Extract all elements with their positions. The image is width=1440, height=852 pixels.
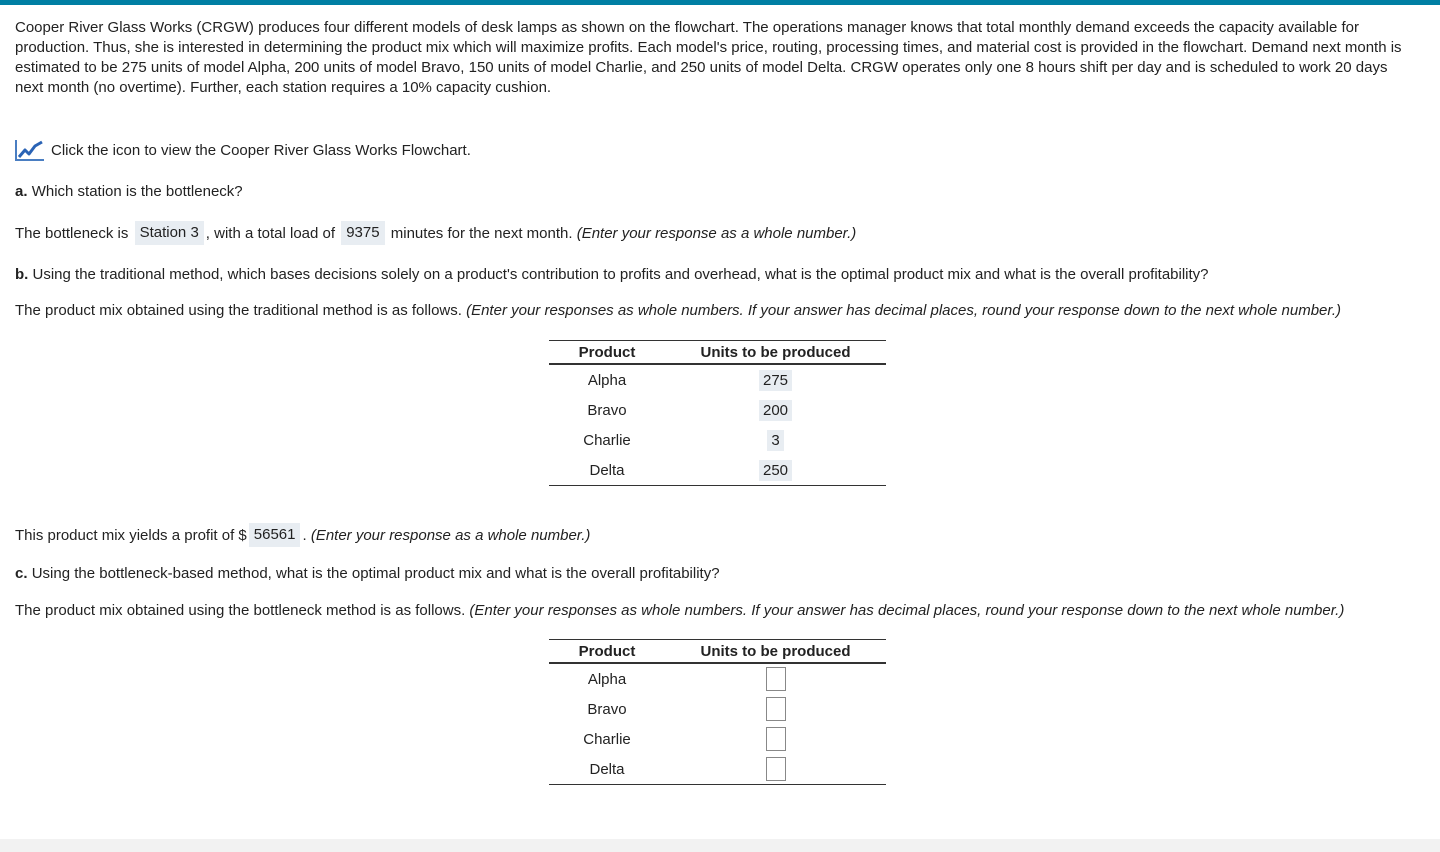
profit-line <box>15 523 590 547</box>
units-cell <box>665 754 886 785</box>
table-header-units: Units to be produced <box>665 640 886 664</box>
bottleneck-station-answer[interactable]: Station 3 <box>135 221 204 245</box>
table-header-product: Product <box>549 640 665 664</box>
part-b-question <box>15 265 1209 285</box>
bottleneck-post: minutes for the next month. <box>390 224 573 242</box>
total-load-answer[interactable]: 9375 <box>341 221 384 245</box>
table-header-product: Product <box>549 341 665 365</box>
product-cell: Alpha <box>587 670 627 688</box>
units-cell <box>665 455 886 486</box>
part-c-description <box>15 601 1355 621</box>
table-header-units: Units to be produced <box>665 341 886 365</box>
units-cell <box>665 724 886 754</box>
intro-text: Cooper River Glass Works (CRGW) produces four different models of desk lamps as shown on the flowchart. The operations manager knows that total monthly demand exceeds the capacity available for production. Thus, she is interested in determining the product mix which will maximize profits. Each model's price, routing, processing times, and material cost is provided in the flowchart. Demand next month is estimated to be 275 units of model Alpha, 200 units of model Bravo, 150 units of model Charlie, and 250 units of model Delta. CRGW operates only one 8 hours shift per day and is scheduled to work 20 days next month (no overtime). Further, each station requires a 10% capacity cushion. <box>15 19 1402 96</box>
table-row <box>549 663 886 694</box>
product-cell: Alpha <box>587 371 627 389</box>
part-a-hint: (Enter your response as a whole number.) <box>576 224 857 242</box>
units-cell <box>665 425 886 455</box>
product-cell: Charlie <box>583 431 631 449</box>
bottleneck-mid: , with a total load of <box>205 224 336 242</box>
part-c-question-text: Using the bottleneck-based method, what is the optimal product mix and what is the overall profitability? <box>31 565 720 582</box>
part-b-hint: (Enter your responses as whole numbers. If your answer has decimal places, round your response down to the next whole number.) <box>466 302 1341 319</box>
units-cell <box>665 663 886 694</box>
product-cell: Delta <box>549 455 665 486</box>
part-c-desc-text: The product mix obtained using the bottleneck method is as follows. <box>15 602 466 619</box>
part-c-question <box>15 564 720 584</box>
part-b-description <box>15 301 1355 321</box>
table-row <box>549 395 886 425</box>
product-cell: Charlie <box>583 730 631 748</box>
part-a-question-text: Which station is the bottleneck? <box>31 183 243 200</box>
units-cell <box>665 395 886 425</box>
profit-pre: This product mix yields a profit of $ <box>15 526 247 544</box>
table-row <box>549 425 886 455</box>
part-c-hint: (Enter your responses as whole numbers. If your answer has decimal places, round your response down to the next whole number.) <box>469 602 1345 619</box>
bottleneck-mix-table <box>549 639 886 785</box>
part-a-question <box>15 182 243 202</box>
chart-icon[interactable] <box>15 138 45 162</box>
table-row <box>549 754 886 785</box>
table-row <box>549 694 886 724</box>
units-cell <box>665 694 886 724</box>
units-input-delta[interactable] <box>766 757 786 781</box>
flowchart-link-text[interactable]: Click the icon to view the Cooper River Glass Works Flowchart. <box>51 141 471 159</box>
part-c-label: c. <box>15 565 28 582</box>
units-answer-alpha[interactable]: 275 <box>759 370 792 391</box>
question-content <box>15 18 1415 778</box>
product-cell: Delta <box>549 754 665 785</box>
part-b-label: b. <box>15 266 29 283</box>
part-a-answer-line <box>15 221 856 245</box>
profit-answer[interactable]: 56561 <box>249 523 301 547</box>
profit-hint: (Enter your response as a whole number.) <box>310 526 591 544</box>
units-answer-charlie[interactable]: 3 <box>767 430 783 451</box>
units-answer-delta[interactable]: 250 <box>759 460 792 481</box>
units-input-bravo[interactable] <box>766 697 786 721</box>
profit-post: . <box>302 526 307 544</box>
product-cell: Bravo <box>587 700 627 718</box>
table-row <box>549 364 886 395</box>
units-answer-bravo[interactable]: 200 <box>759 400 792 421</box>
bottleneck-pre: The bottleneck is <box>15 224 129 242</box>
part-b-desc-text: The product mix obtained using the traditional method is as follows. <box>15 302 462 319</box>
units-cell <box>665 364 886 395</box>
product-cell: Bravo <box>587 401 627 419</box>
units-input-alpha[interactable] <box>766 667 786 691</box>
table-row <box>549 724 886 754</box>
traditional-mix-table <box>549 340 886 486</box>
table-row <box>549 455 886 486</box>
part-b-question-text: Using the traditional method, which bases decisions solely on a product's contribution to profits and overhead, what is the optimal product mix and what is the overall profitability? <box>32 266 1209 283</box>
footer-bar <box>0 839 1440 852</box>
top-accent-bar <box>0 0 1440 5</box>
flowchart-link[interactable] <box>15 138 471 162</box>
units-input-charlie[interactable] <box>766 727 786 751</box>
part-a-label: a. <box>15 183 28 200</box>
